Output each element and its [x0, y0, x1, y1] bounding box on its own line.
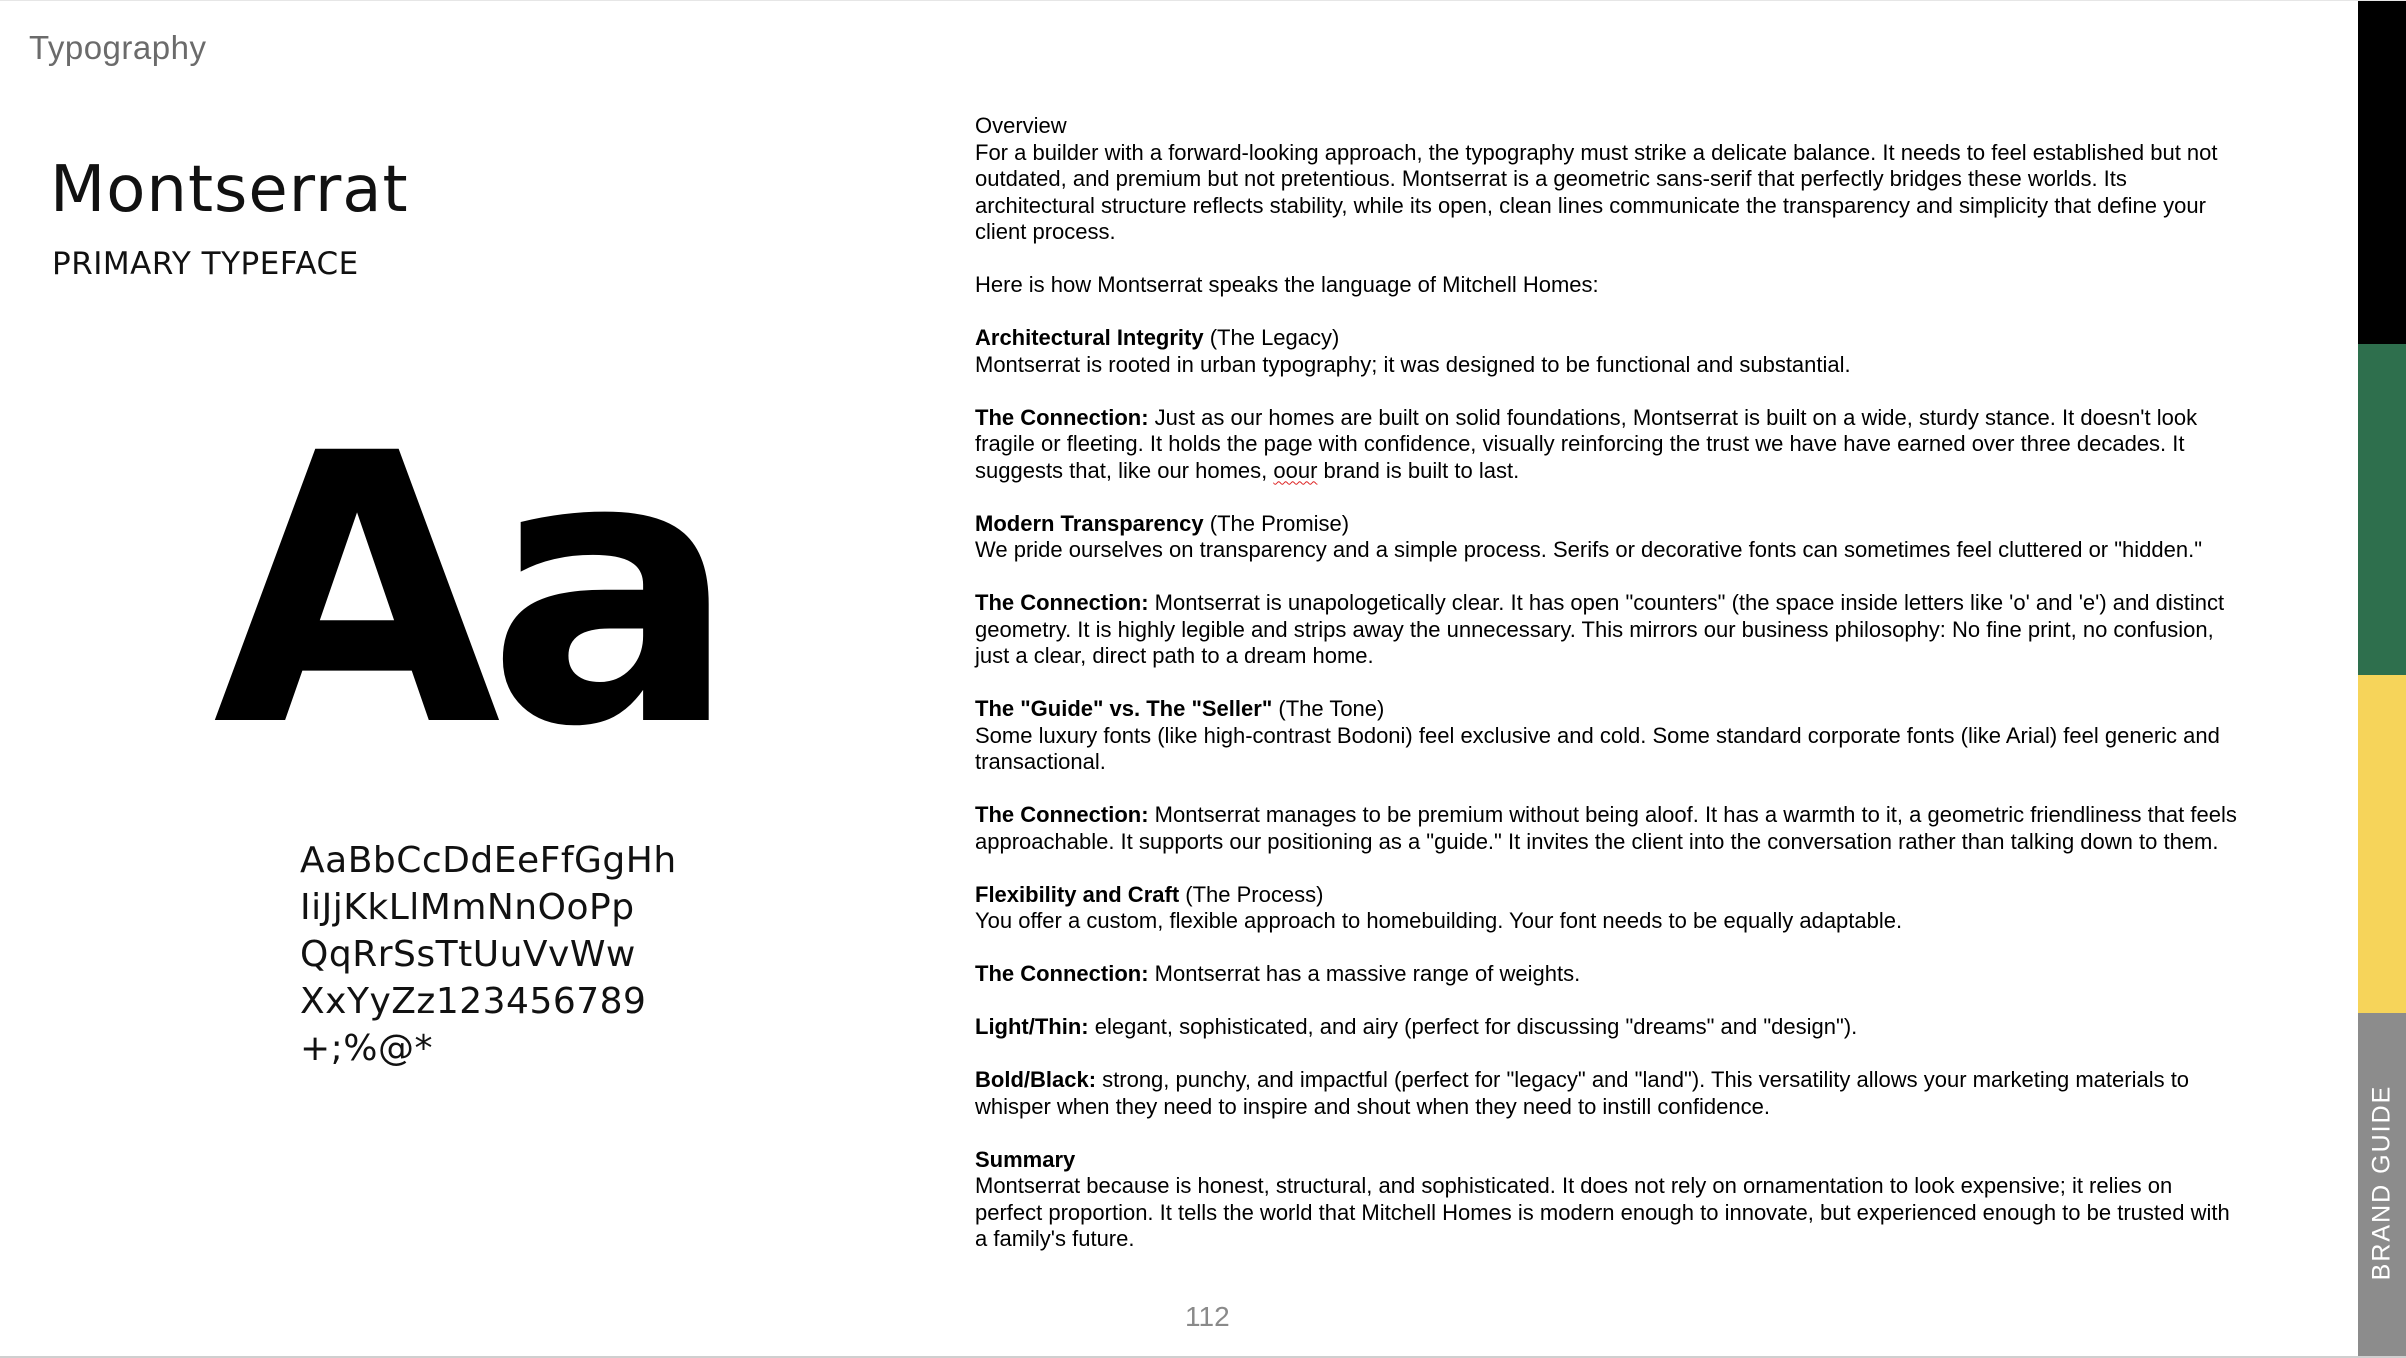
connection-label: The Connection: — [975, 802, 1149, 827]
connection-text: brand is built to last. — [1317, 457, 1520, 483]
bold-weight-text: strong, punchy, and impactful (perfect for "legacy" and "land"). This versatility allows your marketing materials to — [1096, 1067, 2190, 1092]
text-line: a family's future. — [975, 1226, 1135, 1251]
tone-title-bold: The "Guide" vs. The "Seller" — [975, 696, 1273, 721]
integrity-title-bold: Architectural Integrity — [975, 325, 1204, 350]
character-set-line: XxYyZz123456789 — [300, 981, 647, 1022]
character-set-line: QqRrSsTtUuVvWw — [300, 934, 636, 975]
bold-weight-label: Bold/Black: — [975, 1067, 1097, 1092]
color-swatch-yellow — [2358, 675, 2406, 1013]
connection-paragraph-3 — [975, 802, 2275, 855]
character-set-line: IiJjKkLlMmNnOoPp — [300, 887, 635, 928]
color-swatch-black — [2358, 1, 2406, 344]
summary-heading — [975, 1147, 2275, 1174]
color-swatch-green — [2358, 344, 2406, 675]
overview-paragraph — [975, 113, 2275, 246]
connection-text: Montserrat is unapologetically clear. It has open "counters" (the space inside letters like 'o' and 'e') and distinct — [1148, 590, 2225, 615]
flexibility-title — [975, 882, 2275, 909]
tone-title — [975, 696, 2275, 723]
connection-label: The Connection: — [975, 961, 1149, 986]
text-line — [975, 1014, 2275, 1041]
light-weight-text: elegant, sophisticated, and airy (perfect for discussing "dreams" and "design"). — [1088, 1014, 1858, 1039]
flexibility-title-bold: Flexibility and Craft — [975, 881, 1180, 907]
text-line — [975, 961, 2275, 988]
text-line — [975, 802, 2275, 829]
text-line — [975, 458, 2275, 485]
text-line — [975, 590, 2275, 617]
light-weight-paragraph — [975, 1014, 2275, 1041]
character-set-line: +;%@* — [300, 1028, 433, 1069]
text-line: approachable. It supports our positioning as a "guide." It invites the client into the conversation rather than talking down to them. — [975, 828, 2219, 854]
tone-title-rest: (The Tone) — [1272, 696, 1385, 721]
tone-paragraph — [975, 696, 2275, 776]
page-number: 112 — [1185, 1301, 1230, 1332]
transparency-paragraph — [975, 511, 2275, 564]
spelling-error-word[interactable]: oour — [1273, 457, 1318, 483]
text-line: You offer a custom, flexible approach to homebuilding. Your font needs to be equally adaptable. — [975, 908, 1903, 933]
flexibility-paragraph — [975, 882, 2275, 935]
text-line: Montserrat because is honest, structural, and sophisticated. It does not rely on ornamentation to look expensive; it relies on — [975, 1173, 2173, 1198]
brand-guide-label-text: BRAND GUIDE — [2367, 1084, 2396, 1280]
character-set-line: AaBbCcDdEeFfGgHh — [300, 840, 677, 881]
text-line: outdated, and premium but not pretentious. Montserrat is a geometric sans-serif that perfectly bridges these worlds. Its — [975, 166, 2127, 191]
typeface-name: Montserrat — [50, 153, 409, 227]
intro-paragraph — [975, 272, 2275, 299]
text-line: For a builder with a forward-looking approach, the typography must strike a delicate balance. It needs to feel established but not — [975, 139, 2218, 165]
connection-text: Montserrat has a massive range of weights. — [1148, 961, 1581, 986]
text-line: architectural structure reflects stability, while its open, clean lines communicate the transparency and simplicity that define your — [975, 192, 2206, 218]
flexibility-title-rest: (The Process) — [1179, 881, 1324, 907]
text-line: transactional. — [975, 749, 1106, 774]
connection-text: Just as our homes are built on solid foundations, Montserrat is built on a wide, sturdy stance. It doesn't look — [1148, 404, 2198, 430]
text-line: just a clear, direct path to a dream home. — [975, 643, 1374, 668]
connection-paragraph-4 — [975, 961, 2275, 988]
connection-text: Montserrat manages to be premium without being aloof. It has a warmth to it, a geometric friendliness that feels — [1148, 802, 2237, 827]
text-line: whisper when they need to inspire and shout when they need to instill confidence. — [975, 1093, 1770, 1119]
connection-paragraph-2 — [975, 590, 2275, 670]
section-title: Typography — [29, 29, 207, 66]
summary-heading-bold: Summary — [975, 1146, 1076, 1172]
transparency-title-bold: Modern Transparency — [975, 510, 1204, 536]
text-line: perfect proportion. It tells the world that Mitchell Homes is modern enough to innovate, but experienced enough to be trusted with — [975, 1199, 2230, 1225]
bold-weight-paragraph — [975, 1067, 2275, 1120]
text-line: client process. — [975, 219, 1116, 244]
connection-label: The Connection: — [975, 590, 1149, 615]
light-weight-label: Light/Thin: — [975, 1014, 1089, 1039]
brand-guide-label — [2358, 1013, 2406, 1351]
text-line — [975, 405, 2275, 432]
text-line: Here is how Montserrat speaks the language of Mitchell Homes: — [975, 272, 1599, 297]
integrity-title-rest: (The Legacy) — [1203, 325, 1340, 350]
connection-paragraph-1 — [975, 405, 2275, 485]
overview-heading: Overview — [975, 113, 1067, 138]
connection-label: The Connection: — [975, 404, 1149, 430]
integrity-paragraph — [975, 325, 2275, 378]
text-line: We pride ourselves on transparency and a simple process. Serifs or decorative fonts can sometimes feel cluttered or "hidden." — [975, 537, 2203, 562]
transparency-title-rest: (The Promise) — [1203, 510, 1350, 536]
glyph-specimen: Aa — [213, 375, 724, 808]
text-line: Some luxury fonts (like high-contrast Bodoni) feel exclusive and cold. Some standard corporate fonts (like Arial) feel generic and — [975, 722, 2220, 748]
text-line: fragile or fleeting. It holds the page with confidence, visually reinforcing the trust we have have earned over three decades. It — [975, 431, 2185, 456]
connection-text: suggests that, like our homes, — [975, 457, 1274, 483]
summary-paragraph — [975, 1147, 2275, 1253]
text-line: geometry. It is highly legible and strips away the unnecessary. This mirrors our business philosophy: No fine print, no confusion, — [975, 616, 2214, 642]
text-line — [975, 1067, 2275, 1094]
integrity-title — [975, 325, 2275, 352]
character-set — [300, 837, 677, 1072]
typeface-role: PRIMARY TYPEFACE — [52, 246, 359, 282]
text-line: Montserrat is rooted in urban typography; it was designed to be functional and substantial. — [975, 351, 1851, 377]
transparency-title — [975, 511, 2275, 538]
typography-rationale — [975, 113, 2275, 1253]
